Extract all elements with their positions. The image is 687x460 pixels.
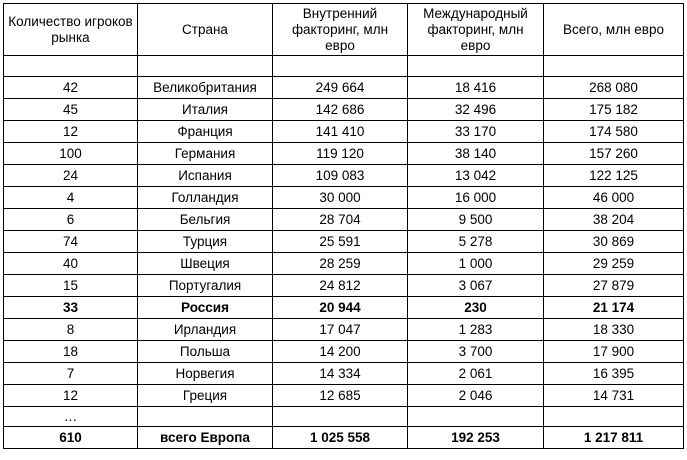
table-row: [4, 253, 684, 275]
ellipsis-row: [4, 407, 684, 427]
players-cell: 74: [4, 231, 138, 253]
international-cell: 9 500: [408, 209, 544, 231]
domestic-cell: 25 591: [273, 231, 408, 253]
empty-cell: [4, 56, 138, 77]
header-domestic: Внутренний факторинг, млн евро: [273, 4, 408, 56]
empty-cell: [408, 56, 544, 77]
international-cell: 5 278: [408, 231, 544, 253]
country-cell: Греция: [138, 385, 273, 407]
total-cell: 157 260: [544, 143, 684, 165]
players-cell: 33: [4, 297, 138, 319]
players-cell: 42: [4, 77, 138, 99]
international-cell: 32 496: [408, 99, 544, 121]
table-row: [4, 187, 684, 209]
header-international: Международный факторинг, млн евро: [408, 4, 544, 56]
total-cell: 122 125: [544, 165, 684, 187]
country-cell: Польша: [138, 341, 273, 363]
ellipsis-cell: …: [4, 407, 138, 427]
total-cell: 38 204: [544, 209, 684, 231]
header-row: [4, 4, 684, 56]
table-footer: [4, 407, 684, 449]
total-cell: 14 731: [544, 385, 684, 407]
total-cell: 27 879: [544, 275, 684, 297]
spacer-row: [4, 56, 684, 77]
total-cell: 174 580: [544, 121, 684, 143]
international-cell: 3 067: [408, 275, 544, 297]
header-total: Всего, млн евро: [544, 4, 684, 56]
domestic-cell: 142 686: [273, 99, 408, 121]
total-cell: 17 900: [544, 341, 684, 363]
country-cell: Голландия: [138, 187, 273, 209]
total-players-cell: 610: [4, 427, 138, 449]
table-row: [4, 99, 684, 121]
country-cell: Швеция: [138, 253, 273, 275]
total-row: [4, 427, 684, 449]
domestic-cell: 24 812: [273, 275, 408, 297]
international-cell: 38 140: [408, 143, 544, 165]
total-cell: 29 259: [544, 253, 684, 275]
table-row: [4, 297, 684, 319]
total-international-cell: 192 253: [408, 427, 544, 449]
country-cell: Франция: [138, 121, 273, 143]
factoring-table: [3, 3, 684, 449]
country-cell: Ирландия: [138, 319, 273, 341]
international-cell: 230: [408, 297, 544, 319]
total-total-cell: 1 217 811: [544, 427, 684, 449]
players-cell: 45: [4, 99, 138, 121]
table-header: [4, 4, 684, 56]
total-cell: 16 395: [544, 363, 684, 385]
header-players: Количество игроков рынка: [4, 4, 138, 56]
country-cell: Бельгия: [138, 209, 273, 231]
domestic-cell: 119 120: [273, 143, 408, 165]
international-cell: 1 000: [408, 253, 544, 275]
domestic-cell: 249 664: [273, 77, 408, 99]
players-cell: 4: [4, 187, 138, 209]
header-country: Страна: [138, 4, 273, 56]
total-country-cell: всего Европа: [138, 427, 273, 449]
country-cell: Испания: [138, 165, 273, 187]
country-cell: Великобритания: [138, 77, 273, 99]
domestic-cell: 12 685: [273, 385, 408, 407]
players-cell: 7: [4, 363, 138, 385]
players-cell: 8: [4, 319, 138, 341]
international-cell: 2 061: [408, 363, 544, 385]
table-row: [4, 143, 684, 165]
players-cell: 12: [4, 385, 138, 407]
country-cell: Норвегия: [138, 363, 273, 385]
table-row: [4, 319, 684, 341]
total-cell: 18 330: [544, 319, 684, 341]
table-row: [4, 341, 684, 363]
international-cell: 3 700: [408, 341, 544, 363]
empty-cell: [138, 407, 273, 427]
domestic-cell: 30 000: [273, 187, 408, 209]
domestic-cell: 28 704: [273, 209, 408, 231]
total-cell: 268 080: [544, 77, 684, 99]
domestic-cell: 17 047: [273, 319, 408, 341]
total-cell: 175 182: [544, 99, 684, 121]
empty-cell: [544, 56, 684, 77]
international-cell: 13 042: [408, 165, 544, 187]
empty-cell: [544, 407, 684, 427]
domestic-cell: 14 334: [273, 363, 408, 385]
domestic-cell: 20 944: [273, 297, 408, 319]
empty-cell: [138, 56, 273, 77]
country-cell: Россия: [138, 297, 273, 319]
empty-cell: [273, 56, 408, 77]
table-row: [4, 165, 684, 187]
domestic-cell: 14 200: [273, 341, 408, 363]
domestic-cell: 28 259: [273, 253, 408, 275]
players-cell: 100: [4, 143, 138, 165]
table-row: [4, 231, 684, 253]
players-cell: 18: [4, 341, 138, 363]
table-row: [4, 275, 684, 297]
country-cell: Португалия: [138, 275, 273, 297]
international-cell: 16 000: [408, 187, 544, 209]
table-row: [4, 363, 684, 385]
table-row: [4, 385, 684, 407]
empty-cell: [408, 407, 544, 427]
players-cell: 24: [4, 165, 138, 187]
players-cell: 6: [4, 209, 138, 231]
international-cell: 33 170: [408, 121, 544, 143]
total-cell: 46 000: [544, 187, 684, 209]
total-domestic-cell: 1 025 558: [273, 427, 408, 449]
international-cell: 18 416: [408, 77, 544, 99]
table-row: [4, 77, 684, 99]
table-row: [4, 121, 684, 143]
table-body: [4, 56, 684, 407]
players-cell: 15: [4, 275, 138, 297]
domestic-cell: 109 083: [273, 165, 408, 187]
country-cell: Германия: [138, 143, 273, 165]
players-cell: 40: [4, 253, 138, 275]
domestic-cell: 141 410: [273, 121, 408, 143]
international-cell: 2 046: [408, 385, 544, 407]
empty-cell: [273, 407, 408, 427]
country-cell: Турция: [138, 231, 273, 253]
total-cell: 30 869: [544, 231, 684, 253]
country-cell: Италия: [138, 99, 273, 121]
players-cell: 12: [4, 121, 138, 143]
total-cell: 21 174: [544, 297, 684, 319]
international-cell: 1 283: [408, 319, 544, 341]
table-row: [4, 209, 684, 231]
